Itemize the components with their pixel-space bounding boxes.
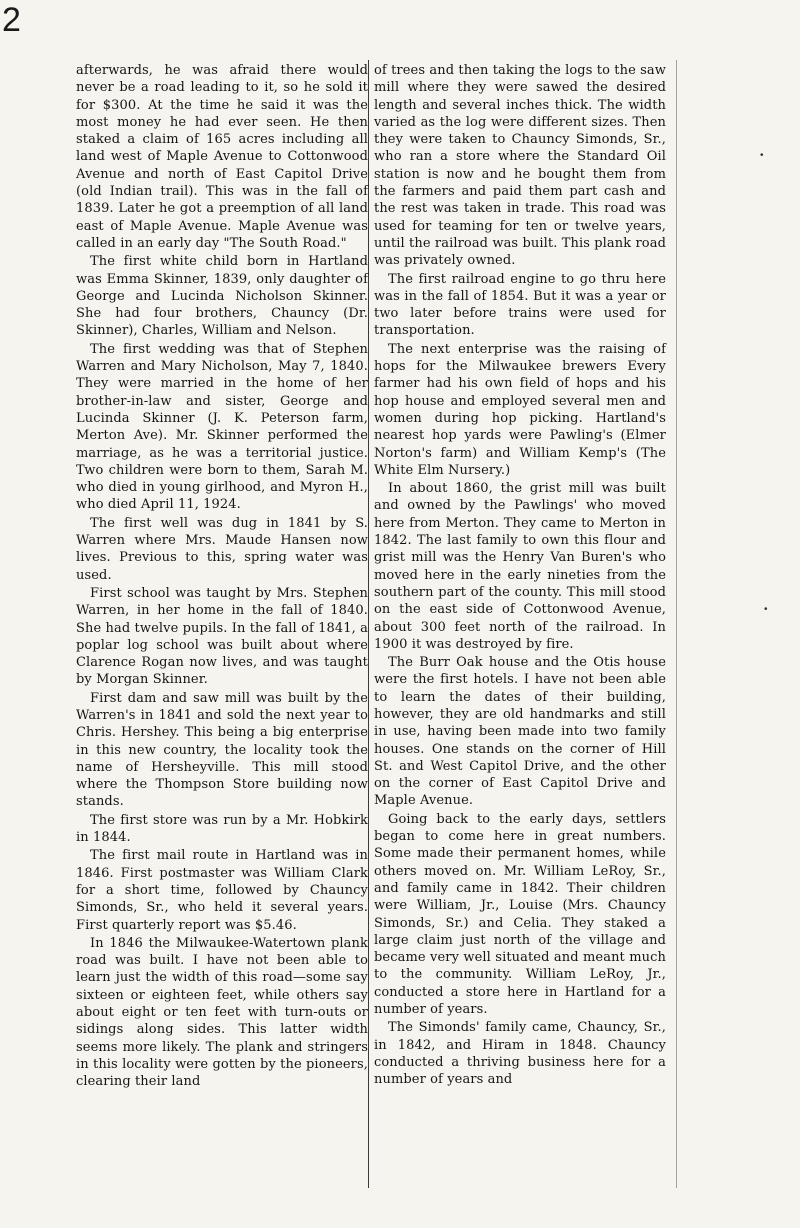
article-paragraph: The first railroad engine to go thru here was in the fall of 1854. But it was a year or two later before trains were used for transportation. (374, 271, 666, 339)
article-paragraph: The first white child born in Hartland was Emma Skinner, 1839, only daughter of George and Lucinda Nicholson Skinner. She had four brothers, Chauncy (Dr. Skinner), Charles, William and Nelson. (76, 254, 368, 339)
article-paragraph: Going back to the early days, settlers began to come here in great numbers. Some made their permanent homes, while others moved on. Mr. William LeRoy, Sr., and family came in 1842. Their children were William, Jr., Louise (Mrs. Chauncy Simonds, Sr.) and Celia. They staked a large claim just north of the village and became very well situated and meant much to the community. William LeRoy, Jr., conducted a store here in Hartland for a number of years. (374, 811, 666, 1018)
article-paragraph: The Burr Oak house and the Otis house were the first hotels. I have not been able to learn the dates of their building, however, they are old handmarks and still in use, having been made into two family houses. One stands on the corner of Hill St. and West Capitol Drive, and the other on the corner of East Capitol Drive and Maple Avenue. (374, 655, 666, 809)
right-edge-rule (676, 60, 677, 1188)
article-paragraph: First dam and saw mill was built by the Warren's in 1841 and sold the next year to Chris. Hershey. This being a big enterprise in this new country, the locality took the name of Hersheyville. This mill stood where the Thompson Store building now stands. (76, 690, 368, 810)
article-paragraph: In about 1860, the grist mill was built and owned by the Pawlings' who moved here from Merton. They came to Merton in 1842. The last family to own this flour and grist mill was the Henry Van Buren's who moved here in the early nineties from the southern part of the county. This mill stood on the east side of Cottonwood Avenue, about 300 feet north of the railroad. In 1900 it was destroyed by fire. (374, 481, 666, 652)
page-number: 2 (2, 1, 21, 39)
right-column (374, 62, 666, 1089)
article-paragraph: The next enterprise was the raising of hops for the Milwaukee brewers Every farmer had his own field of hops and his hop house and employed several men and women during hop picking. Hartland's nearest hop yards were Pawling's (Elmer Norton's farm) and William Kemp's (The White Elm Nursery.) (374, 341, 666, 478)
article-paragraph: The first store was run by a Mr. Hobkirk in 1844. (76, 812, 368, 846)
article-paragraph: The first well was dug in 1841 by S. Warren where Mrs. Maude Hansen now lives. Previous to this, spring water was used. (76, 515, 368, 583)
margin-speck: • (764, 604, 768, 615)
article-paragraph: The Simonds' family came, Chauncy, Sr., in 1842, and Hiram in 1848. Chauncy conducted a thriving business here for a number of years and (374, 1020, 666, 1088)
article-paragraph: The first mail route in Hartland was in 1846. First postmaster was William Clark for a short time, followed by Chauncy Simonds, Sr., who held it several years. First quarterly report was $5.46. (76, 848, 368, 933)
column-divider (368, 60, 369, 1188)
left-column (76, 62, 368, 1091)
margin-speck: • (760, 150, 764, 161)
article-paragraph: The first wedding was that of Stephen Warren and Mary Nicholson, May 7, 1840. They were married in the home of her brother-in-law and sister, George and Lucinda Skinner (J. K. Peterson farm, Merton Ave). Mr. Skinner performed the marriage, as he was a territorial justice. Two children were born to them, Sarah M. who died in young girlhood, and Myron H., who died April 11, 1924. (76, 341, 368, 513)
article-paragraph: of trees and then taking the logs to the saw mill where they were sawed the desired length and several inches thick. The width varied as the log were different sizes. Then they were taken to Chauncy Simonds, Sr., who ran a store where the Standard Oil station is now and he bought them from the farmers and paid them part cash and the rest was taken in trade. This road was used for teaming for ten or twelve years, until the railroad was built. This plank road was privately owned. (374, 63, 666, 269)
article-paragraph: First school was taught by Mrs. Stephen Warren, in her home in the fall of 1840. She had twelve pupils. In the fall of 1841, a poplar log school was built about where Clarence Rogan now lives, and was taught by Morgan Skinner. (76, 585, 368, 688)
article-paragraph: In 1846 the Milwaukee-Watertown plank road was built. I have not been able to learn just the width of this road—some say sixteen or eighteen feet, while others say about eight or ten feet with turn-outs or sidings along sides. This latter width seems more likely. The plank and stringers in this locality were gotten by the pioneers, clearing their land (76, 935, 368, 1090)
article-paragraph: afterwards, he was afraid there would never be a road leading to it, so he sold it for $300. At the time he said it was the most money he had ever seen. He then staked a claim of 165 acres including all land west of Maple Avenue to Cottonwood Avenue and north of East Capitol Drive (old Indian trail). This was in the fall of 1839. Later he got a preemption of all land east of Maple Avenue. Maple Avenue was called in an early day "The South Road." (76, 63, 368, 251)
